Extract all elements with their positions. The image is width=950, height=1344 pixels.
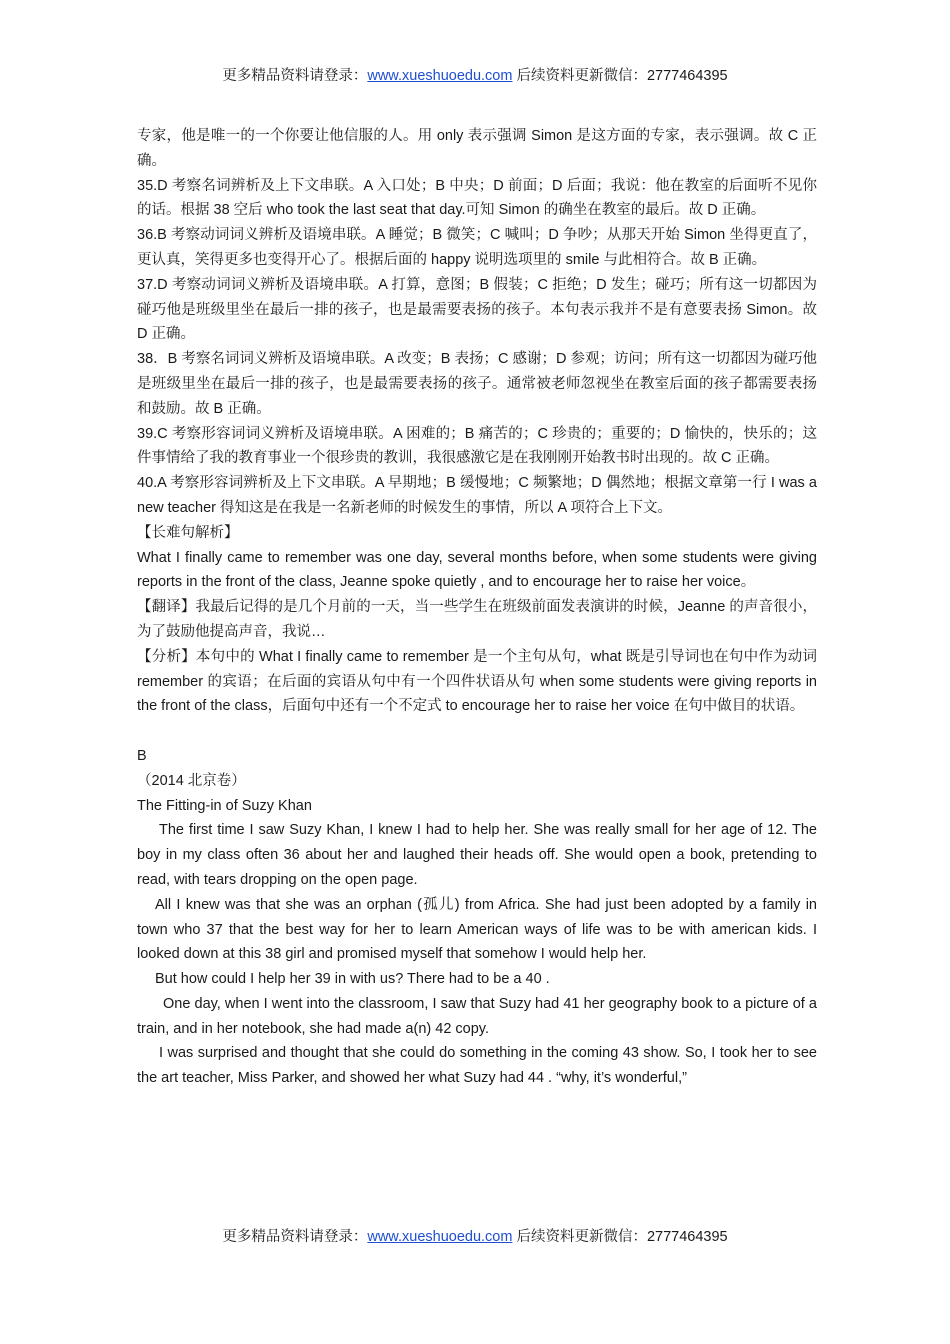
source-label: （2014 北京卷） xyxy=(137,772,246,789)
passage-paragraph-5: I was surprised and thought that she could do something in the coming 43 show. So, I took her to see the art teacher, Miss Parker, and showed her what Suzy had 44 . “why, it’s wonderful,” xyxy=(137,1045,817,1087)
passage-paragraph-2: All I knew was that she was an orphan (孤儿) from Africa. She had just been adopted by a family in town who 37 that the best way for her to learn American ways of life was to be with american kids. I looked down at this 38 girl and promised myself that somehow I would help her. xyxy=(137,896,817,963)
analysis: 【分析】本句中的 What I finally came to remember 是一个主句从句，what 既是引导词也在句中作为动词 remember 的宾语；在后面的宾语从句中有一个四件状语从句 when some students were giving reports in the front of the class，后面句中还有一个不定式 to encourage her to raise her voice 在句中做目的状语。 xyxy=(137,648,817,715)
paragraph-35: 35.D 考察名词辨析及上下文串联。A 入口处；B 中央；D 前面；D 后面；我说：他在教室的后面听不见你的话。根据 38 空后 who took the last seat that day.可知 Simon 的确坐在教室的最后。故 D 正确。 xyxy=(137,177,817,219)
paragraph-37: 37.D 考察动词词义辨析及语境串联。A 打算，意图；B 假装；C 拒绝；D 发生；碰巧；所有这一切都因为碰巧他是班级里坐在最后一排的孩子，也是最需要表扬的孩子。本句表示我并不是有意要表扬 Simon。故 D 正确。 xyxy=(137,276,817,343)
long-sentence: What I finally came to remember was one day, several months before, when some students were giving reports in the front of the class, Jeanne spoke quietly , and to encourage her to raise her voice。 xyxy=(137,549,817,591)
footer-link[interactable]: www.xueshuoedu.com xyxy=(367,1229,513,1245)
page-footer xyxy=(0,1227,950,1247)
document-body xyxy=(137,124,817,1091)
header-prefix: 更多精品资料请登录： xyxy=(222,68,368,84)
long-sentence-heading: 【长难句解析】 xyxy=(137,524,239,541)
passage-paragraph-4: One day, when I went into the classroom, I saw that Suzy had 41 her geography book to a picture of a train, and in her notebook, she had made a(n) 42 copy. xyxy=(137,995,817,1037)
paragraph-38: 38．B 考察名词词义辨析及语境串联。A 改变；B 表扬；C 感谢；D 参观；访问；所有这一切都因为碰巧他是班级里坐在最后一排的孩子，也是最需要表扬的孩子。通常被老师忽视坐在教室后面的孩子都需要表扬和鼓励。故 B 正确。 xyxy=(137,351,817,417)
translation: 【翻译】我最后记得的是几个月前的一天，当一些学生在班级前面发表演讲的时候，Jeanne 的声音很小，为了鼓励他提高声音，我说… xyxy=(137,599,817,640)
footer-prefix: 更多精品资料请登录： xyxy=(222,1229,368,1245)
paragraph-40: 40.A 考察形容词辨析及上下文串联。A 早期地；B 缓慢地；C 频繁地；D 偶然地；根据文章第一行 I was a new teacher 得知这是在我是一名新老师的时候发生的事情，所以 A 项符合上下文。 xyxy=(137,475,817,516)
paragraph-39: 39.C 考察形容词词义辨析及语境串联。A 困难的；B 痛苦的；C 珍贵的；重要的；D 愉快的，快乐的；这件事情给了我的教育事业一个很珍贵的教训，我很感激它是在我刚刚开始教书时出现的。故 C 正确。 xyxy=(137,425,817,467)
paragraph-34-continued: 专家，他是唯一的一个你要让他信服的人。用 only 表示强调 Simon 是这方面的专家，表示强调。故 C 正确。 xyxy=(137,128,817,169)
passage-paragraph-1: The first time I saw Suzy Khan, I knew I had to help her. She was really small for her age of 12. The boy in my class often 36 about her and laughed their heads off. She would open a book, pretending to read, with tears dropping on the open page. xyxy=(137,822,817,888)
footer-suffix: 后续资料更新微信：2777464395 xyxy=(516,1229,728,1245)
section-label: B xyxy=(137,747,147,764)
header-suffix: 后续资料更新微信：2777464395 xyxy=(516,68,728,84)
passage-paragraph-3: But how could I help her 39 in with us? There had to be a 40 . xyxy=(155,971,550,988)
blank-line xyxy=(137,719,817,744)
passage-title: The Fitting-in of Suzy Khan xyxy=(137,797,312,814)
header-link[interactable]: www.xueshuoedu.com xyxy=(367,68,513,84)
paragraph-36: 36.B 考察动词词义辨析及语境串联。A 睡觉；B 微笑；C 喊叫；D 争吵；从那天开始 Simon 坐得更直了，更认真，笑得更多也变得开心了。根据后面的 happy 说明选项里的 smile 与此相符合。故 B 正确。 xyxy=(137,227,817,268)
page-header xyxy=(0,66,950,86)
